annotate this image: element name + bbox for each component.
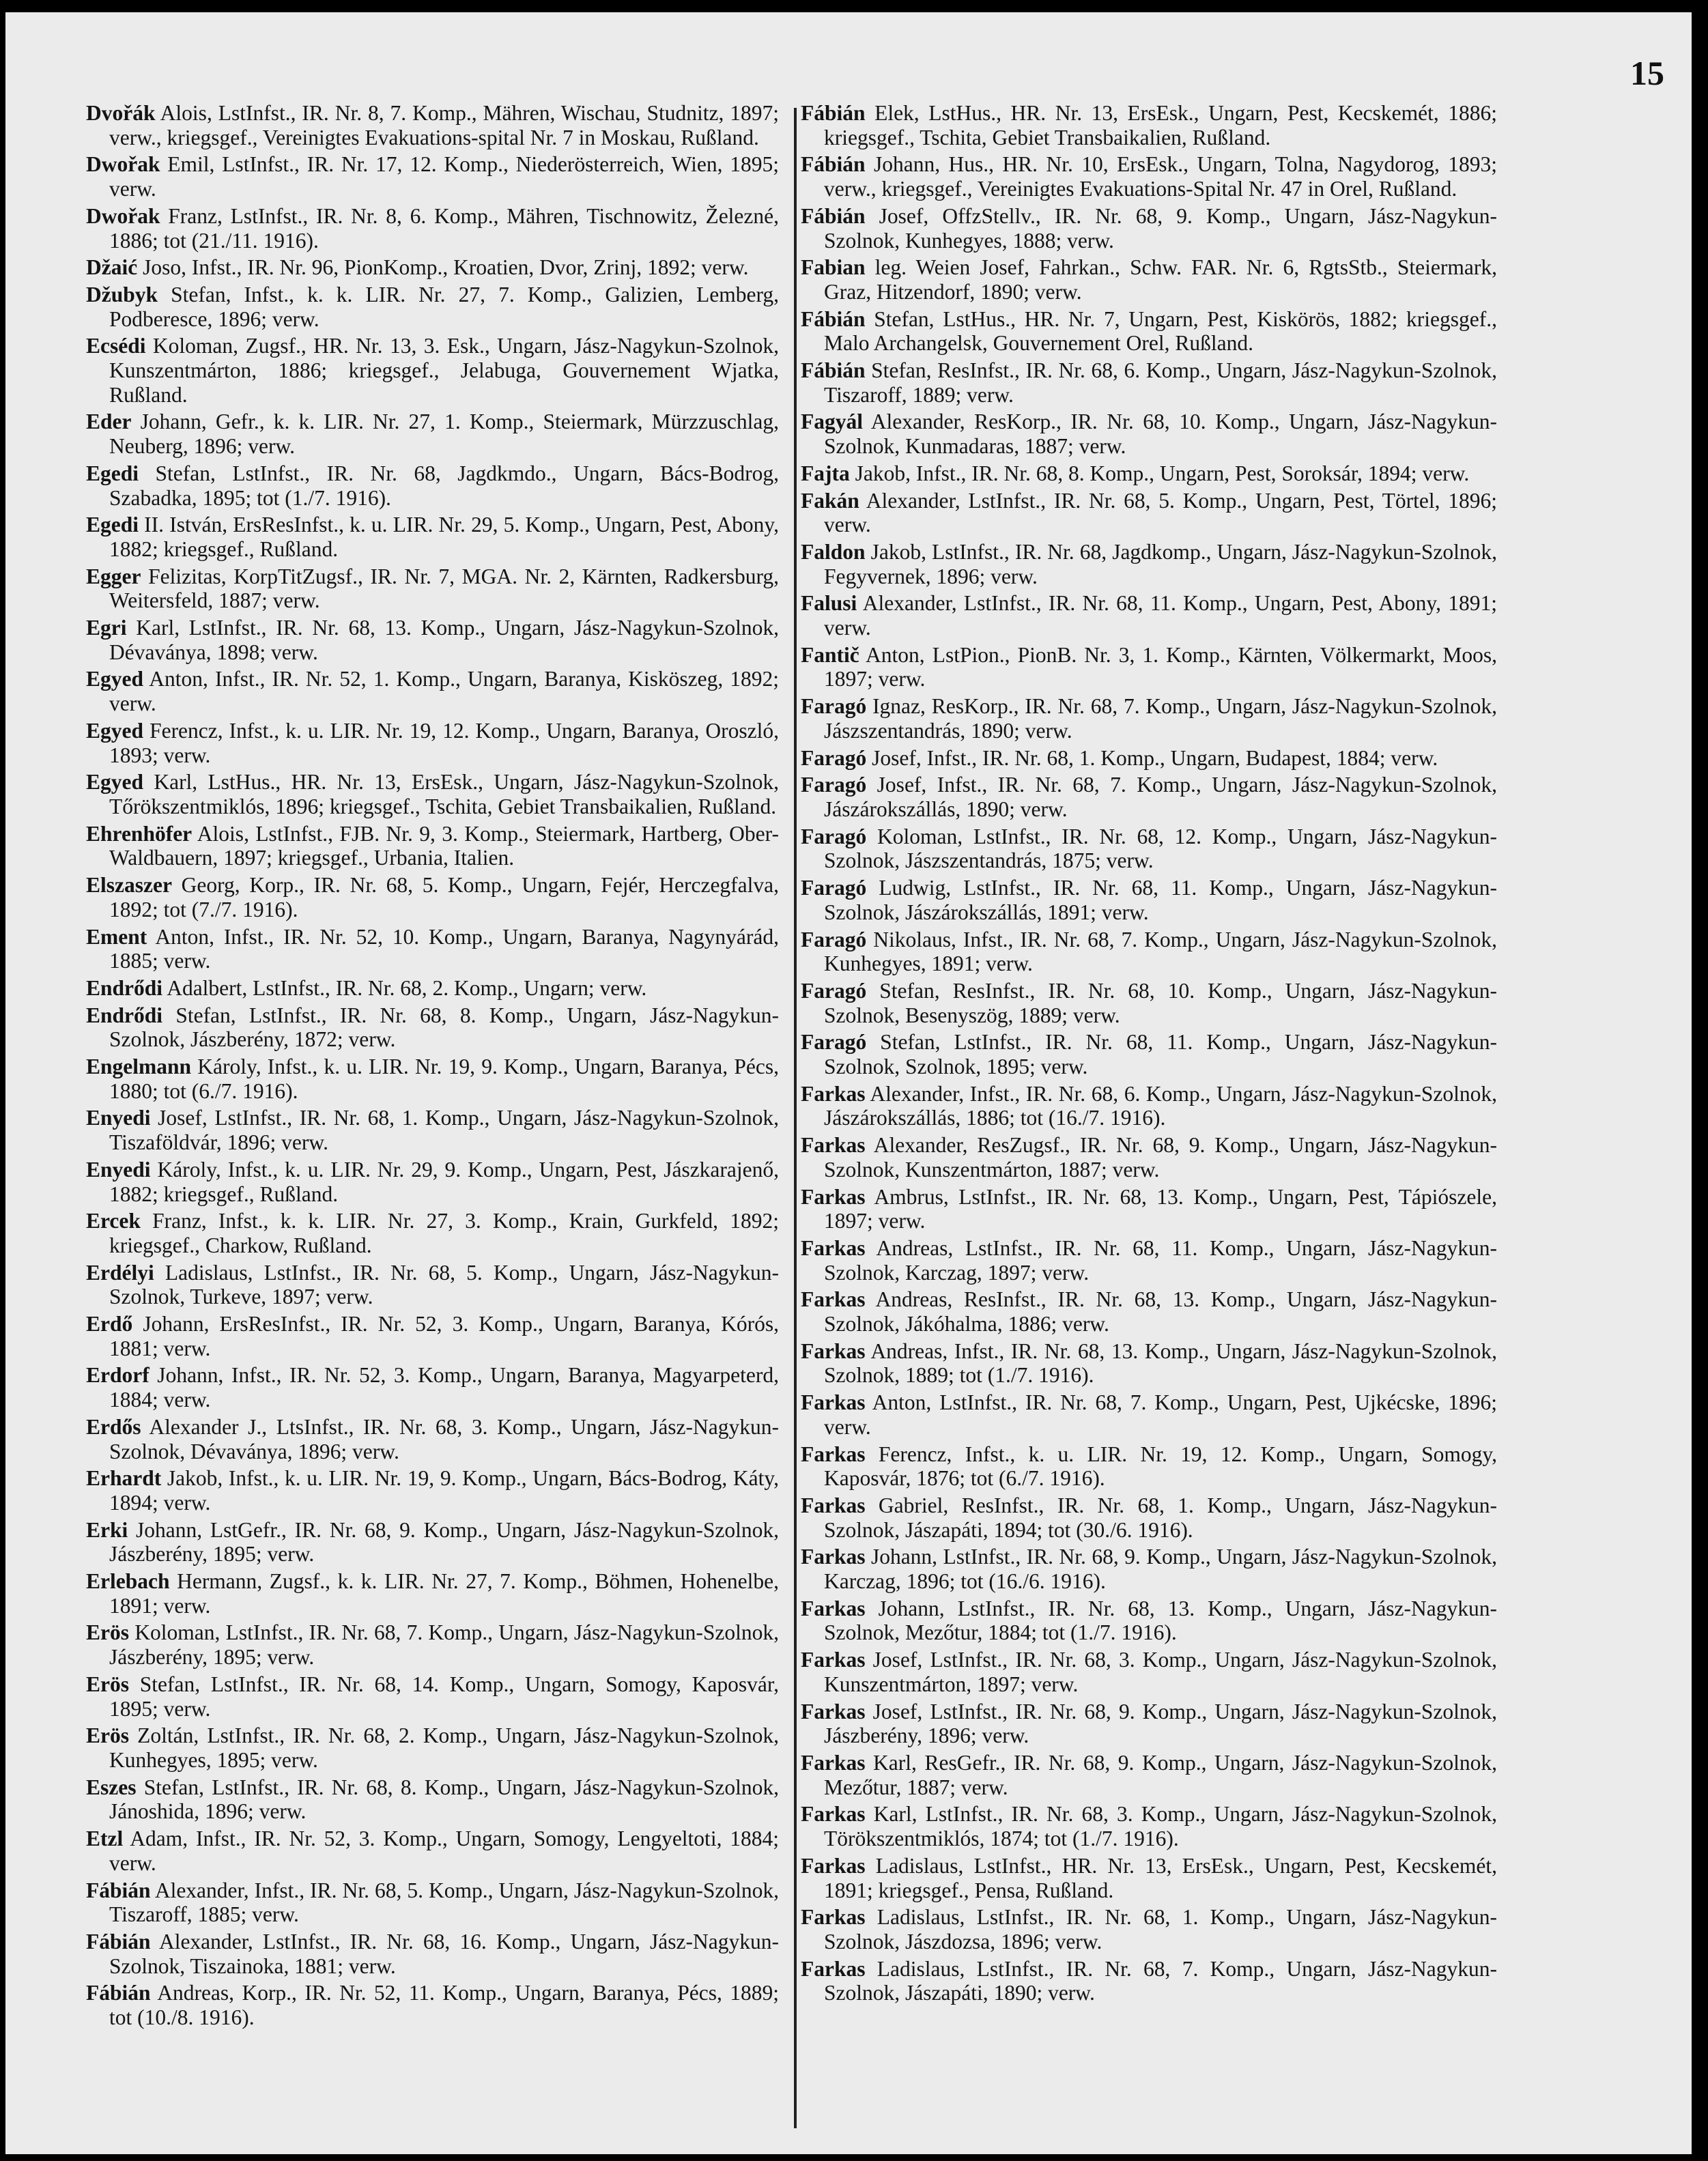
entry-surname: Džaić bbox=[86, 255, 138, 280]
entry-surname: Farkas bbox=[801, 1133, 866, 1158]
entry-details: Josef, LstInfst., IR. Nr. 68, 1. Komp., Ungarn, Jász-Nagykun-Szolnok, Tiszaföldvár, 1896; verw. bbox=[109, 1106, 779, 1155]
entry-details: Anton, LstPion., PionB. Nr. 3, 1. Komp., Kärnten, Völkermarkt, Moos, 1897; verw. bbox=[824, 642, 1497, 691]
register-entry bbox=[86, 204, 779, 253]
entry-details: Stefan, ResInfst., IR. Nr. 68, 6. Komp., Ungarn, Jász-Nagykun-Szolnok, Tiszaroff, 1889; verw. bbox=[824, 358, 1497, 407]
entry-surname: Farkas bbox=[801, 1390, 866, 1415]
register-entry bbox=[801, 358, 1497, 407]
entry-details: Nikolaus, Infst., IR. Nr. 68, 7. Komp., Ungarn, Jász-Nagykun-Szolnok, Kunhegyes, 1891; verw. bbox=[824, 927, 1497, 976]
register-entry bbox=[801, 1854, 1497, 1902]
entry-surname: Erki bbox=[86, 1517, 128, 1542]
entry-details: Georg, Korp., IR. Nr. 68, 5. Komp., Ungarn, Fejér, Herczegfalva, 1892; tot (7./7. 1916). bbox=[109, 873, 779, 921]
register-entry bbox=[801, 876, 1497, 924]
entry-details: Andreas, LstInfst., IR. Nr. 68, 11. Komp., Ungarn, Jász-Nagykun-Szolnok, Karczag, 1897; verw. bbox=[824, 1235, 1497, 1285]
register-entry bbox=[801, 825, 1497, 873]
entry-surname: Erdős bbox=[86, 1414, 141, 1439]
entry-surname: Endrődi bbox=[86, 1003, 163, 1027]
entry-surname: Egedi bbox=[86, 461, 139, 485]
register-entry bbox=[801, 1905, 1497, 1954]
entry-surname: Fábián bbox=[801, 152, 866, 177]
register-entry bbox=[86, 1569, 779, 1618]
register-entry bbox=[801, 540, 1497, 588]
entry-details: Ladislaus, LstInfst., IR. Nr. 68, 1. Komp., Ungarn, Jász-Nagykun-Szolnok, Jászdozsa, 1896; verw. bbox=[824, 1905, 1497, 1954]
register-entry bbox=[86, 719, 779, 767]
entry-details: Johann, Hus., HR. Nr. 10, ErsEsk., Ungarn, Tolna, Nagydorog, 1893; verw., kriegsgef., Vereinigtes Evakuations-Spital Nr. 47 in Orel, Rußland. bbox=[824, 152, 1497, 201]
entry-details: Franz, Infst., k. k. LIR. Nr. 27, 3. Komp., Krain, Gurkfeld, 1892; kriegsgef., Charkow, Rußland. bbox=[109, 1209, 779, 1257]
entry-surname: Faldon bbox=[801, 539, 866, 564]
entry-details: Ladislaus, LstInfst., HR. Nr. 13, ErsEsk., Ungarn, Pest, Kecskemét, 1891; kriegsgef., Pensa, Rußland. bbox=[824, 1853, 1497, 1902]
register-entry bbox=[801, 255, 1497, 304]
register-entry bbox=[801, 773, 1497, 821]
entry-surname: Fábián bbox=[86, 1929, 151, 1954]
entry-details: Johann, Gefr., k. k. LIR. Nr. 27, 1. Komp., Steiermark, Mürzzuschlag, Neuberg, 1896; verw. bbox=[109, 410, 779, 459]
entry-surname: Farkas bbox=[801, 1648, 866, 1672]
entry-surname: Faragó bbox=[801, 978, 867, 1003]
entry-surname: Enyedi bbox=[86, 1157, 151, 1182]
register-entry bbox=[801, 694, 1497, 743]
register-entry bbox=[801, 204, 1497, 253]
register-entry bbox=[86, 255, 779, 280]
register-entry bbox=[801, 1493, 1497, 1542]
entry-details: leg. Weien Josef, Fahrkan., Schw. FAR. Nr. 6, RgtsStb., Steiermark, Graz, Hitzendorf, 1890; verw. bbox=[824, 255, 1497, 304]
entry-details: Koloman, LstInfst., IR. Nr. 68, 12. Komp., Ungarn, Jász-Nagykun-Szolnok, Jászszentandrás, 1875; verw. bbox=[824, 824, 1497, 873]
entry-details: Ignaz, ResKorp., IR. Nr. 68, 7. Komp., Ungarn, Jász-Nagykun-Szolnok, Jászszentandrás, 1890; verw. bbox=[824, 694, 1497, 743]
entry-surname: Faragó bbox=[801, 824, 867, 848]
entry-surname: Farkas bbox=[801, 1545, 866, 1569]
entry-surname: Egger bbox=[86, 564, 141, 588]
register-entry bbox=[801, 1082, 1497, 1130]
entry-details: Ladislaus, LstInfst., IR. Nr. 68, 7. Komp., Ungarn, Jász-Nagykun-Szolnok, Jászapáti, 1890; verw. bbox=[824, 1956, 1497, 2005]
register-entry bbox=[801, 101, 1497, 149]
entry-details: Josef, LstInfst., IR. Nr. 68, 3. Komp., Ungarn, Jász-Nagykun-Szolnok, Kunszentmárton, 1897; verw. bbox=[824, 1648, 1497, 1696]
entry-surname: Farkas bbox=[801, 1751, 866, 1775]
entry-details: Andreas, Korp., IR. Nr. 52, 11. Komp., Ungarn, Baranya, Pécs, 1889; tot (10./8. 1916). bbox=[109, 1981, 779, 2030]
entry-details: Ambrus, LstInfst., IR. Nr. 68, 13. Komp., Ungarn, Pest, Tápiószele, 1897; verw. bbox=[824, 1184, 1497, 1233]
entry-details: Josef, Infst., IR. Nr. 68, 7. Komp., Ungarn, Jász-Nagykun-Szolnok, Jászárokszállás, 1890; verw. bbox=[824, 773, 1497, 821]
document-page bbox=[5, 12, 1692, 2154]
register-entry bbox=[86, 1158, 779, 1206]
entry-details: Andreas, Infst., IR. Nr. 68, 13. Komp., Ungarn, Jász-Nagykun-Szolnok, Szolnok, 1889; tot (1./7. 1916). bbox=[824, 1339, 1497, 1388]
entry-details: Elek, LstHus., HR. Nr. 13, ErsEsk., Ungarn, Pest, Kecskemét, 1886; kriegsgef., Tschita, Gebiet Transbaikalien, Rußland. bbox=[824, 101, 1497, 149]
entry-details: Koloman, Zugsf., HR. Nr. 13, 3. Esk., Ungarn, Jász-Nagykun-Szolnok, Kunszentmárton, 1886; kriegsgef., Jelabuga, Gouvernement Wjatka, Rußland. bbox=[109, 334, 779, 407]
entry-details: Adam, Infst., IR. Nr. 52, 3. Komp., Ungarn, Somogy, Lengyeltoti, 1884; verw. bbox=[109, 1827, 779, 1875]
entry-surname: Farkas bbox=[801, 1493, 866, 1517]
register-entry bbox=[801, 1030, 1497, 1078]
entry-surname: Erös bbox=[86, 1620, 129, 1645]
register-entry bbox=[801, 1751, 1497, 1799]
entry-surname: Faragó bbox=[801, 694, 867, 719]
register-entry bbox=[801, 1236, 1497, 1285]
entry-details: Karl, LstInfst., IR. Nr. 68, 3. Komp., Ungarn, Jász-Nagykun-Szolnok, Törökszentmiklós, 1874; tot (1./7. 1916). bbox=[824, 1802, 1497, 1851]
entry-details: Josef, Infst., IR. Nr. 68, 1. Komp., Ungarn, Budapest, 1884; verw. bbox=[866, 745, 1438, 770]
register-entry bbox=[86, 1981, 779, 2029]
entry-surname: Dvořák bbox=[86, 101, 156, 125]
entry-details: Franz, LstInfst., IR. Nr. 8, 6. Komp., Mähren, Tischnowitz, Železné, 1886; tot (21./11. 1916). bbox=[109, 203, 779, 253]
register-entry bbox=[801, 979, 1497, 1027]
register-entry bbox=[801, 928, 1497, 976]
entry-surname: Eder bbox=[86, 410, 132, 434]
entry-details: Alexander, LstInfst., IR. Nr. 68, 16. Komp., Ungarn, Jász-Nagykun-Szolnok, Tiszainoka, 1881; verw. bbox=[109, 1929, 779, 1978]
entry-details: Alexander, ResKorp., IR. Nr. 68, 10. Komp., Ungarn, Jász-Nagykun-Szolnok, Kunmadaras, 1887; verw. bbox=[824, 410, 1497, 459]
entry-surname: Egedi bbox=[86, 513, 139, 537]
entry-surname: Dwořak bbox=[86, 203, 160, 228]
entry-details: Ferencz, Infst., k. u. LIR. Nr. 19, 12. Komp., Ungarn, Somogy, Kaposvár, 1876; tot (6./7. 1916). bbox=[824, 1442, 1497, 1491]
register-entry bbox=[801, 1287, 1497, 1336]
entry-details: Alexander, LstInfst., IR. Nr. 68, 5. Komp., Ungarn, Pest, Törtel, 1896; verw. bbox=[824, 488, 1497, 537]
entry-surname: Eszes bbox=[86, 1775, 137, 1799]
entry-surname: Fagyál bbox=[801, 410, 863, 434]
entry-surname: Erös bbox=[86, 1672, 129, 1696]
register-entry bbox=[86, 410, 779, 458]
register-entry bbox=[801, 152, 1497, 201]
entry-surname: Elszaszer bbox=[86, 873, 172, 898]
entry-surname: Egyed bbox=[86, 770, 144, 795]
entry-details: Jakob, Infst., k. u. LIR. Nr. 19, 9. Komp., Ungarn, Bács-Bodrog, Káty, 1894; verw. bbox=[109, 1466, 779, 1515]
entry-details: Jakob, LstInfst., IR. Nr. 68, Jagdkomp., Ungarn, Jász-Nagykun-Szolnok, Fegyvernek, 1896; verw. bbox=[824, 539, 1497, 588]
entry-details: Andreas, ResInfst., IR. Nr. 68, 13. Komp., Ungarn, Jász-Nagykun-Szolnok, Jákóhalma, 1886; verw. bbox=[824, 1287, 1497, 1336]
entry-details: Stefan, LstInfst., IR. Nr. 68, 8. Komp., Ungarn, Jász-Nagykun-Szolnok, Jánoshida, 1896; verw. bbox=[109, 1775, 779, 1824]
entry-surname: Erlebach bbox=[86, 1569, 170, 1594]
entry-surname: Erhardt bbox=[86, 1466, 162, 1491]
left-column bbox=[86, 101, 779, 2033]
entry-surname: Fabian bbox=[801, 255, 866, 280]
entry-surname: Erös bbox=[86, 1723, 129, 1748]
entry-surname: Fajta bbox=[801, 461, 850, 485]
register-entry bbox=[86, 667, 779, 715]
entry-surname: Fábián bbox=[801, 101, 866, 125]
entry-details: Johann, LstInfst., IR. Nr. 68, 9. Komp., Ungarn, Jász-Nagykun-Szolnok, Karczag, 1896; tot (16./6. 1916). bbox=[824, 1545, 1497, 1594]
entry-details: Stefan, LstInfst., IR. Nr. 68, 11. Komp., Ungarn, Jász-Nagykun-Szolnok, Szolnok, 1895; verw. bbox=[824, 1030, 1497, 1079]
register-entry bbox=[86, 461, 779, 510]
entry-details: Emil, LstInfst., IR. Nr. 17, 12. Komp., Niederösterreich, Wien, 1895; verw. bbox=[109, 152, 779, 201]
entry-surname: Fakán bbox=[801, 488, 859, 513]
entry-surname: Ecsédi bbox=[86, 334, 146, 358]
register-entry bbox=[86, 1312, 779, 1360]
register-entry bbox=[86, 925, 779, 973]
entry-surname: Farkas bbox=[801, 1184, 866, 1209]
entry-details: Alexander, LstInfst., IR. Nr. 68, 11. Komp., Ungarn, Pest, Abony, 1891; verw. bbox=[824, 591, 1497, 640]
register-entry bbox=[86, 101, 779, 149]
register-entry bbox=[86, 1827, 779, 1875]
entry-details: Joso, Infst., IR. Nr. 96, PionKomp., Kroatien, Dvor, Zrinj, 1892; verw. bbox=[137, 255, 749, 280]
entry-surname: Etzl bbox=[86, 1827, 124, 1851]
register-entry bbox=[86, 1106, 779, 1154]
entry-surname: Fábián bbox=[86, 1878, 151, 1902]
entry-surname: Faragó bbox=[801, 773, 867, 797]
register-entry bbox=[86, 770, 779, 818]
register-entry bbox=[801, 643, 1497, 691]
entry-details: II. István, ErsResInfst., k. u. LIR. Nr. 29, 5. Komp., Ungarn, Pest, Abony, 1882; kriegsgef., Rußland. bbox=[109, 513, 779, 561]
register-entry bbox=[86, 1775, 779, 1824]
entry-details: Stefan, LstHus., HR. Nr. 7, Ungarn, Pest, Kiskörös, 1882; kriegsgef., Malo Archangelsk, Gouvernement Orel, Rußland. bbox=[824, 306, 1497, 356]
entry-details: Karl, ResGefr., IR. Nr. 68, 9. Komp., Ungarn, Jász-Nagykun-Szolnok, Mezőtur, 1887; verw. bbox=[824, 1751, 1497, 1799]
column-divider bbox=[794, 108, 797, 2128]
register-entry bbox=[801, 410, 1497, 458]
entry-details: Josef, LstInfst., IR. Nr. 68, 9. Komp., Ungarn, Jász-Nagykun-Szolnok, Jászberény, 1896; verw. bbox=[824, 1699, 1497, 1748]
entry-surname: Farkas bbox=[801, 1853, 866, 1878]
entry-surname: Engelmann bbox=[86, 1055, 192, 1079]
entry-details: Stefan, LstInfst., IR. Nr. 68, Jagdkmdo., Ungarn, Bács-Bodrog, Szabadka, 1895; tot (1./7. 1916). bbox=[109, 461, 779, 510]
entry-details: Johann, ErsResInfst., IR. Nr. 52, 3. Komp., Ungarn, Baranya, Kórós, 1881; verw. bbox=[109, 1312, 779, 1360]
register-entry bbox=[801, 1545, 1497, 1593]
entry-details: Alexander, Infst., IR. Nr. 68, 6. Komp., Ungarn, Jász-Nagykun-Szolnok, Jászárokszállás, 1886; tot (16./7. 1916). bbox=[824, 1081, 1497, 1130]
entry-surname: Faragó bbox=[801, 745, 867, 770]
entry-details: Stefan, LstInfst., IR. Nr. 68, 8. Komp., Ungarn, Jász-Nagykun-Szolnok, Jászberény, 1872; verw. bbox=[109, 1003, 779, 1052]
entry-details: Anton, LstInfst., IR. Nr. 68, 7. Komp., Ungarn, Pest, Ujkécske, 1896; verw. bbox=[824, 1390, 1497, 1439]
register-entry bbox=[86, 976, 779, 1001]
register-entry bbox=[86, 1209, 779, 1257]
entry-surname: Farkas bbox=[801, 1905, 866, 1930]
entry-surname: Erdélyi bbox=[86, 1260, 154, 1285]
register-entry bbox=[86, 1003, 779, 1052]
entry-details: Karl, LstInfst., IR. Nr. 68, 13. Komp., Ungarn, Jász-Nagykun-Szolnok, Dévaványa, 1898; verw. bbox=[109, 616, 779, 664]
right-column bbox=[801, 101, 1497, 2008]
entry-details: Zoltán, LstInfst., IR. Nr. 68, 2. Komp., Ungarn, Jász-Nagykun-Szolnok, Kunhegyes, 1895; verw. bbox=[109, 1723, 779, 1772]
register-entry bbox=[801, 1597, 1497, 1645]
entry-details: Stefan, ResInfst., IR. Nr. 68, 10. Komp., Ungarn, Jász-Nagykun-Szolnok, Besenyszög, 1889; verw. bbox=[824, 978, 1497, 1027]
entry-details: Alois, LstInfst., FJB. Nr. 9, 3. Komp., Steiermark, Hartberg, Ober-Waldbauern, 1897; kriegsgef., Urbania, Italien. bbox=[109, 821, 779, 870]
register-entry bbox=[801, 1700, 1497, 1748]
entry-details: Alexander J., LtsInfst., IR. Nr. 68, 3. Komp., Ungarn, Jász-Nagykun-Szolnok, Dévaványa, 1896; verw. bbox=[109, 1414, 779, 1463]
entry-surname: Farkas bbox=[801, 1596, 866, 1620]
register-entry bbox=[801, 1648, 1497, 1696]
entry-surname: Farkas bbox=[801, 1287, 866, 1312]
entry-surname: Farkas bbox=[801, 1699, 866, 1723]
entry-surname: Farkas bbox=[801, 1339, 866, 1363]
entry-surname: Ercek bbox=[86, 1209, 141, 1233]
register-entry bbox=[86, 1055, 779, 1103]
entry-details: Anton, Infst., IR. Nr. 52, 10. Komp., Ungarn, Baranya, Nagynyárád, 1885; verw. bbox=[109, 924, 779, 973]
entry-surname: Farkas bbox=[801, 1956, 866, 1981]
entry-surname: Erdorf bbox=[86, 1363, 150, 1388]
register-entry bbox=[86, 616, 779, 664]
register-entry bbox=[86, 1620, 779, 1669]
entry-details: Gabriel, ResInfst., IR. Nr. 68, 1. Komp., Ungarn, Jász-Nagykun-Szolnok, Jászapáti, 1894; tot (30./6. 1916). bbox=[824, 1493, 1497, 1542]
entry-details: Jakob, Infst., IR. Nr. 68, 8. Komp., Ungarn, Pest, Soroksár, 1894; verw. bbox=[849, 461, 1470, 485]
entry-surname: Fábián bbox=[801, 203, 866, 228]
entry-details: Johann, LstGefr., IR. Nr. 68, 9. Komp., Ungarn, Jász-Nagykun-Szolnok, Jászberény, 1895; verw. bbox=[109, 1517, 779, 1566]
register-entry bbox=[86, 1415, 779, 1463]
register-entry bbox=[86, 152, 779, 201]
entry-surname: Fantič bbox=[801, 642, 859, 667]
entry-surname: Faragó bbox=[801, 927, 867, 951]
register-entry bbox=[801, 1802, 1497, 1850]
entry-details: Josef, OffzStellv., IR. Nr. 68, 9. Komp., Ungarn, Jász-Nagykun-Szolnok, Kunhegyes, 1888; verw. bbox=[824, 203, 1497, 253]
entry-surname: Endrődi bbox=[86, 975, 163, 1000]
entry-surname: Egyed bbox=[86, 718, 144, 743]
entry-surname: Faragó bbox=[801, 1030, 867, 1055]
entry-surname: Ement bbox=[86, 924, 147, 949]
entry-surname: Enyedi bbox=[86, 1106, 151, 1130]
register-entry bbox=[801, 307, 1497, 356]
entry-details: Ladislaus, LstInfst., IR. Nr. 68, 5. Komp., Ungarn, Jász-Nagykun-Szolnok, Turkeve, 1897; verw. bbox=[109, 1260, 779, 1309]
entry-details: Anton, Infst., IR. Nr. 52, 1. Komp., Ungarn, Baranya, Kisköszeg, 1892; verw. bbox=[109, 667, 779, 716]
register-entry bbox=[801, 1339, 1497, 1388]
entry-surname: Fábián bbox=[86, 1981, 151, 2005]
entry-details: Adalbert, LstInfst., IR. Nr. 68, 2. Komp., Ungarn; verw. bbox=[162, 975, 647, 1000]
register-entry bbox=[801, 1957, 1497, 2005]
register-entry bbox=[86, 513, 779, 561]
register-entry bbox=[86, 1261, 779, 1309]
entry-surname: Džubyk bbox=[86, 282, 158, 306]
entry-details: Felizitas, KorpTitZugsf., IR. Nr. 7, MGA. Nr. 2, Kärnten, Radkersburg, Weitersfeld, 1887; verw. bbox=[109, 564, 779, 613]
register-entry bbox=[86, 1930, 779, 1978]
register-entry bbox=[86, 1466, 779, 1515]
entry-details: Károly, Infst., k. u. LIR. Nr. 19, 9. Komp., Ungarn, Baranya, Pécs, 1880; tot (6./7. 1916). bbox=[109, 1055, 779, 1103]
entry-surname: Faragó bbox=[801, 876, 867, 900]
register-entry bbox=[86, 334, 779, 407]
register-entry bbox=[86, 1363, 779, 1412]
entry-details: Alexander, ResZugsf., IR. Nr. 68, 9. Komp., Ungarn, Jász-Nagykun-Szolnok, Kunszentmárton, 1887; verw. bbox=[824, 1133, 1497, 1182]
entry-surname: Fábián bbox=[801, 358, 866, 383]
register-entry bbox=[86, 1878, 779, 1927]
register-entry bbox=[86, 1518, 779, 1566]
entry-surname: Fábián bbox=[801, 306, 866, 331]
entry-details: Károly, Infst., k. u. LIR. Nr. 29, 9. Komp., Ungarn, Pest, Jászkarajenő, 1882; kriegsgef., Rußland. bbox=[109, 1157, 779, 1206]
register-entry bbox=[86, 1723, 779, 1772]
register-entry bbox=[86, 873, 779, 921]
register-entry bbox=[86, 564, 779, 613]
entry-details: Karl, LstHus., HR. Nr. 13, ErsEsk., Ungarn, Jász-Nagykun-Szolnok, Tőrökszentmiklós, 1896; kriegsgef., Tschita, Gebiet Transbaikalien, Rußland. bbox=[109, 770, 779, 818]
register-entry bbox=[801, 461, 1497, 486]
entry-details: Ludwig, LstInfst., IR. Nr. 68, 11. Komp., Ungarn, Jász-Nagykun-Szolnok, Jászárokszállás, 1891; verw. bbox=[824, 876, 1497, 924]
entry-details: Alexander, Infst., IR. Nr. 68, 5. Komp., Ungarn, Jász-Nagykun-Szolnok, Tiszaroff, 1885; verw. bbox=[109, 1878, 779, 1927]
entry-surname: Farkas bbox=[801, 1081, 866, 1106]
entry-surname: Farkas bbox=[801, 1442, 866, 1466]
entry-surname: Falusi bbox=[801, 591, 857, 616]
register-entry bbox=[86, 822, 779, 870]
entry-details: Johann, Infst., IR. Nr. 52, 3. Komp., Ungarn, Baranya, Magyarpeterd, 1884; verw. bbox=[109, 1363, 779, 1412]
entry-details: Stefan, Infst., k. k. LIR. Nr. 27, 7. Komp., Galizien, Lemberg, Podberesce, 1896; verw. bbox=[109, 282, 779, 331]
entry-surname: Farkas bbox=[801, 1802, 866, 1827]
register-entry bbox=[86, 1672, 779, 1721]
entry-surname: Ehrenhöfer bbox=[86, 821, 193, 846]
register-entry bbox=[801, 1390, 1497, 1439]
entry-details: Alois, LstInfst., IR. Nr. 8, 7. Komp., Mähren, Wischau, Studnitz, 1897; verw., kriegsgef., Vereinigtes Evakuations-spital Nr. 7 in Moskau, Rußland. bbox=[109, 101, 779, 149]
entry-surname: Erdő bbox=[86, 1312, 133, 1336]
entry-surname: Farkas bbox=[801, 1235, 866, 1260]
entry-details: Hermann, Zugsf., k. k. LIR. Nr. 27, 7. Komp., Böhmen, Hohenelbe, 1891; verw. bbox=[109, 1569, 779, 1618]
entry-surname: Dwořak bbox=[86, 152, 160, 177]
register-entry bbox=[801, 1185, 1497, 1233]
page-number: 15 bbox=[1630, 54, 1664, 92]
register-entry bbox=[801, 1442, 1497, 1491]
register-entry bbox=[801, 591, 1497, 640]
register-entry bbox=[801, 489, 1497, 537]
entry-details: Koloman, LstInfst., IR. Nr. 68, 7. Komp., Ungarn, Jász-Nagykun-Szolnok, Jászberény, 1895; verw. bbox=[109, 1620, 779, 1670]
entry-surname: Egyed bbox=[86, 667, 144, 691]
register-entry bbox=[801, 746, 1497, 771]
register-entry bbox=[86, 283, 779, 331]
entry-surname: Egri bbox=[86, 616, 127, 640]
entry-details: Stefan, LstInfst., IR. Nr. 68, 14. Komp., Ungarn, Somogy, Kaposvár, 1895; verw. bbox=[109, 1672, 779, 1721]
register-entry bbox=[801, 1133, 1497, 1182]
entry-details: Ferencz, Infst., k. u. LIR. Nr. 19, 12. Komp., Ungarn, Baranya, Oroszló, 1893; verw. bbox=[109, 718, 779, 767]
entry-details: Johann, LstInfst., IR. Nr. 68, 13. Komp., Ungarn, Jász-Nagykun-Szolnok, Mezőtur, 1884; tot (1./7. 1916). bbox=[824, 1596, 1497, 1645]
